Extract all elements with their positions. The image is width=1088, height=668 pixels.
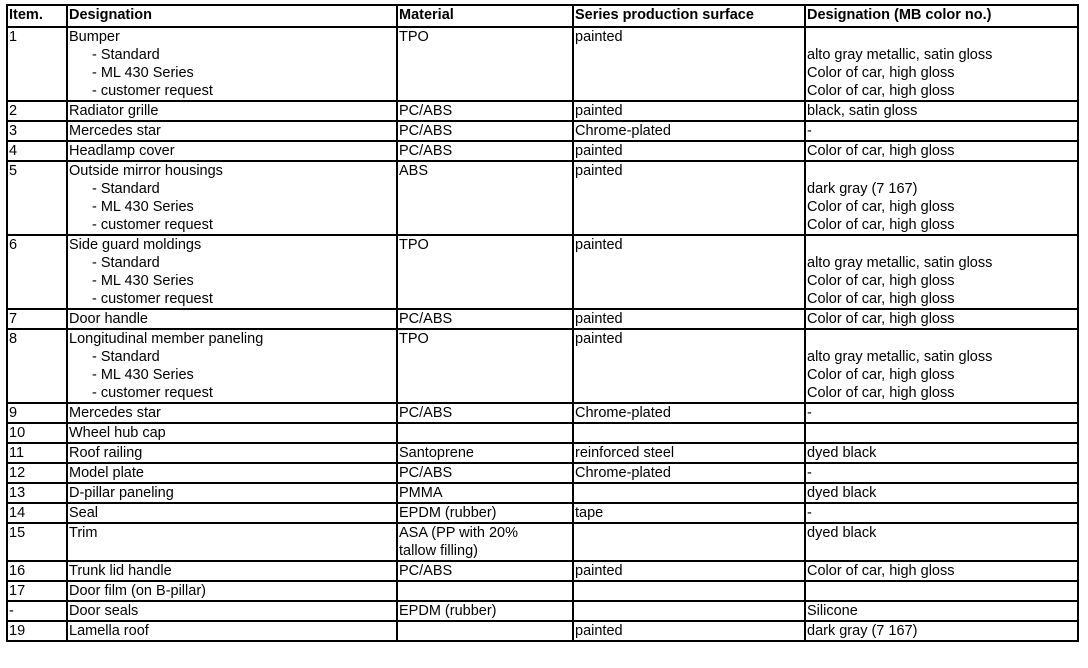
cell-material: [397, 121, 573, 141]
cell-item: [7, 523, 67, 561]
cell-color: [805, 621, 1078, 641]
cell-item: [7, 601, 67, 621]
item-number: 5: [9, 163, 18, 179]
cell-color: [805, 483, 1078, 503]
cell-item: [7, 121, 67, 141]
color-line: Color of car, high gloss: [807, 273, 955, 289]
surface-line: [575, 602, 804, 620]
cell-surface: [573, 423, 805, 443]
designation-line: Bumper: [69, 29, 120, 45]
parts-table: [6, 4, 1079, 642]
designation-line: Trim: [69, 525, 98, 541]
surface-line: reinforced steel: [575, 445, 675, 461]
material-line: Santoprene: [399, 445, 474, 461]
item-number: -: [9, 603, 14, 619]
item-number: 15: [9, 525, 26, 541]
table-row: [7, 141, 1078, 161]
cell-designation: [67, 27, 397, 101]
cell-item: [7, 561, 67, 581]
table-row: [7, 503, 1078, 523]
surface-line: painted: [575, 143, 623, 159]
cell-designation: [67, 503, 397, 523]
header-color: Designation (MB color no.): [805, 5, 1078, 27]
cell-designation: [67, 101, 397, 121]
surface-line: painted: [575, 163, 623, 179]
color-line: Color of car, high gloss: [807, 65, 955, 81]
material-line: PC/ABS: [399, 465, 453, 481]
cell-color: [805, 601, 1078, 621]
header-material: Material: [397, 5, 573, 27]
cell-surface: [573, 161, 805, 235]
color-line: Color of car, high gloss: [807, 385, 955, 401]
designation-line: - ML 430 Series: [92, 367, 194, 383]
cell-designation: [67, 581, 397, 601]
table-header: [7, 5, 1078, 27]
cell-surface: [573, 329, 805, 403]
cell-item: [7, 309, 67, 329]
item-number: 13: [9, 485, 26, 501]
color-line: [807, 162, 1077, 180]
item-number: 1: [9, 29, 18, 45]
cell-color: [805, 463, 1078, 483]
cell-surface: [573, 483, 805, 503]
cell-material: [397, 621, 573, 641]
cell-material: [397, 329, 573, 403]
surface-line: painted: [575, 563, 623, 579]
table-row: [7, 403, 1078, 423]
color-line: alto gray metallic, satin gloss: [807, 47, 993, 63]
cell-color: [805, 329, 1078, 403]
cell-material: [397, 403, 573, 423]
cell-designation: [67, 523, 397, 561]
color-line: Color of car, high gloss: [807, 199, 955, 215]
material-line: ASA (PP with 20%: [399, 525, 519, 541]
cell-color: [805, 403, 1078, 423]
surface-line: painted: [575, 623, 623, 639]
cell-color: [805, 443, 1078, 463]
item-number: 14: [9, 505, 26, 521]
cell-material: [397, 27, 573, 101]
cell-surface: [573, 503, 805, 523]
designation-line: - ML 430 Series: [92, 273, 194, 289]
material-line: EPDM (rubber): [399, 603, 497, 619]
cell-designation: [67, 423, 397, 443]
table-row: [7, 463, 1078, 483]
designation-line: Radiator grille: [69, 103, 159, 119]
color-line: alto gray metallic, satin gloss: [807, 349, 993, 365]
cell-surface: [573, 443, 805, 463]
color-line: Color of car, high gloss: [807, 311, 955, 327]
color-line: [807, 330, 1077, 348]
designation-line: - customer request: [92, 83, 213, 99]
surface-line: painted: [575, 29, 623, 45]
surface-line: painted: [575, 237, 623, 253]
surface-line: [575, 484, 804, 502]
color-line: Silicone: [807, 603, 858, 619]
material-line: [399, 622, 572, 640]
cell-designation: [67, 329, 397, 403]
cell-color: [805, 423, 1078, 443]
item-number: 16: [9, 563, 26, 579]
surface-line: painted: [575, 103, 623, 119]
color-line: Color of car, high gloss: [807, 143, 955, 159]
surface-line: [575, 524, 804, 542]
table-row: [7, 483, 1078, 503]
cell-item: [7, 329, 67, 403]
color-line: -: [807, 465, 812, 481]
cell-item: [7, 463, 67, 483]
cell-material: [397, 581, 573, 601]
cell-material: [397, 101, 573, 121]
cell-item: [7, 161, 67, 235]
cell-item: [7, 503, 67, 523]
cell-surface: [573, 121, 805, 141]
table-row: [7, 601, 1078, 621]
cell-material: [397, 161, 573, 235]
color-line: Color of car, high gloss: [807, 83, 955, 99]
cell-designation: [67, 621, 397, 641]
cell-surface: [573, 309, 805, 329]
cell-surface: [573, 463, 805, 483]
cell-item: [7, 483, 67, 503]
surface-line: painted: [575, 331, 623, 347]
designation-line: - Standard: [92, 255, 160, 271]
cell-surface: [573, 27, 805, 101]
cell-item: [7, 101, 67, 121]
designation-line: Headlamp cover: [69, 143, 175, 159]
cell-item: [7, 27, 67, 101]
designation-line: - customer request: [92, 217, 213, 233]
color-line: Color of car, high gloss: [807, 291, 955, 307]
table-row: [7, 581, 1078, 601]
designation-line: - Standard: [92, 181, 160, 197]
color-line: dyed black: [807, 485, 877, 501]
cell-designation: [67, 403, 397, 423]
color-line: alto gray metallic, satin gloss: [807, 255, 993, 271]
surface-line: painted: [575, 311, 623, 327]
designation-line: - ML 430 Series: [92, 65, 194, 81]
cell-designation: [67, 121, 397, 141]
cell-item: [7, 235, 67, 309]
designation-line: Wheel hub cap: [69, 425, 166, 441]
material-line: PC/ABS: [399, 311, 453, 327]
material-line: TPO: [399, 29, 429, 45]
cell-item: [7, 621, 67, 641]
cell-color: [805, 523, 1078, 561]
designation-line: D-pillar paneling: [69, 485, 174, 501]
cell-material: [397, 601, 573, 621]
cell-designation: [67, 601, 397, 621]
color-line: dark gray (7 167): [807, 181, 918, 197]
color-line: [807, 28, 1077, 46]
cell-color: [805, 581, 1078, 601]
cell-color: [805, 121, 1078, 141]
surface-line: [575, 582, 804, 600]
table-body: [7, 27, 1078, 641]
cell-surface: [573, 601, 805, 621]
cell-item: [7, 403, 67, 423]
cell-color: [805, 141, 1078, 161]
table-row: [7, 443, 1078, 463]
color-line: dyed black: [807, 445, 877, 461]
color-line: Color of car, high gloss: [807, 217, 955, 233]
cell-material: [397, 235, 573, 309]
table-row: [7, 561, 1078, 581]
cell-material: [397, 423, 573, 443]
table-row: [7, 101, 1078, 121]
material-line: PC/ABS: [399, 563, 453, 579]
item-number: 11: [9, 445, 25, 461]
material-line: [399, 424, 572, 442]
header-designation: Designation: [67, 5, 397, 27]
designation-line: Model plate: [69, 465, 144, 481]
cell-designation: [67, 235, 397, 309]
cell-designation: [67, 443, 397, 463]
cell-surface: [573, 581, 805, 601]
surface-line: Chrome-plated: [575, 465, 671, 481]
cell-color: [805, 561, 1078, 581]
cell-color: [805, 27, 1078, 101]
cell-designation: [67, 161, 397, 235]
cell-color: [805, 161, 1078, 235]
color-line: -: [807, 405, 812, 421]
cell-color: [805, 235, 1078, 309]
cell-material: [397, 141, 573, 161]
designation-line: - customer request: [92, 291, 213, 307]
cell-material: [397, 561, 573, 581]
cell-designation: [67, 309, 397, 329]
designation-line: - Standard: [92, 47, 160, 63]
cell-material: [397, 463, 573, 483]
cell-item: [7, 423, 67, 443]
designation-line: Side guard moldings: [69, 237, 202, 253]
color-line: [807, 582, 1077, 600]
cell-surface: [573, 621, 805, 641]
color-line: -: [807, 505, 812, 521]
header-item: Item.: [7, 5, 67, 27]
color-line: black, satin gloss: [807, 103, 918, 119]
material-line: TPO: [399, 237, 429, 253]
designation-line: Lamella roof: [69, 623, 149, 639]
item-number: 2: [9, 103, 18, 119]
cell-surface: [573, 101, 805, 121]
surface-line: [575, 424, 804, 442]
designation-line: Longitudinal member paneling: [69, 331, 264, 347]
table-row: [7, 309, 1078, 329]
item-number: 3: [9, 123, 18, 139]
material-line: ABS: [399, 163, 429, 179]
designation-line: Door seals: [69, 603, 139, 619]
material-line: PC/ABS: [399, 143, 453, 159]
color-line: Color of car, high gloss: [807, 563, 955, 579]
cell-material: [397, 309, 573, 329]
cell-color: [805, 503, 1078, 523]
item-number: 12: [9, 465, 26, 481]
material-line: tallow filling): [399, 543, 478, 559]
item-number: 17: [9, 583, 26, 599]
cell-surface: [573, 403, 805, 423]
table-row: [7, 621, 1078, 641]
table-row: [7, 121, 1078, 141]
designation-line: Seal: [69, 505, 99, 521]
header-surface: Series production surface: [573, 5, 805, 27]
material-line: PC/ABS: [399, 123, 453, 139]
cell-item: [7, 443, 67, 463]
cell-designation: [67, 463, 397, 483]
cell-color: [805, 309, 1078, 329]
table-row: [7, 27, 1078, 101]
item-number: 6: [9, 237, 18, 253]
header-row: [7, 5, 1078, 27]
designation-line: - Standard: [92, 349, 160, 365]
designation-line: Mercedes star: [69, 405, 161, 421]
table-row: [7, 161, 1078, 235]
cell-surface: [573, 561, 805, 581]
item-number: 9: [9, 405, 18, 421]
designation-line: Door film (on B-pillar): [69, 583, 206, 599]
designation-line: Outside mirror housings: [69, 163, 223, 179]
table-row: [7, 235, 1078, 309]
cell-material: [397, 503, 573, 523]
cell-material: [397, 443, 573, 463]
surface-line: tape: [575, 505, 604, 521]
designation-line: Roof railing: [69, 445, 143, 461]
cell-item: [7, 581, 67, 601]
color-line: -: [807, 123, 812, 139]
material-line: PMMA: [399, 485, 443, 501]
material-line: PC/ABS: [399, 103, 453, 119]
item-number: 19: [9, 623, 26, 639]
color-line: dark gray (7 167): [807, 623, 918, 639]
item-number: 8: [9, 331, 18, 347]
item-number: 7: [9, 311, 18, 327]
color-line: [807, 424, 1077, 442]
cell-designation: [67, 141, 397, 161]
surface-line: Chrome-plated: [575, 405, 671, 421]
designation-line: Trunk lid handle: [69, 563, 172, 579]
color-line: Color of car, high gloss: [807, 367, 955, 383]
cell-surface: [573, 141, 805, 161]
material-line: EPDM (rubber): [399, 505, 497, 521]
table-row: [7, 423, 1078, 443]
cell-material: [397, 483, 573, 503]
cell-designation: [67, 483, 397, 503]
cell-material: [397, 523, 573, 561]
cell-color: [805, 101, 1078, 121]
cell-item: [7, 141, 67, 161]
material-line: TPO: [399, 331, 429, 347]
color-line: dyed black: [807, 525, 877, 541]
material-line: PC/ABS: [399, 405, 453, 421]
designation-line: Mercedes star: [69, 123, 161, 139]
designation-line: - ML 430 Series: [92, 199, 194, 215]
surface-line: Chrome-plated: [575, 123, 671, 139]
color-line: [807, 236, 1077, 254]
item-number: 10: [9, 425, 26, 441]
table-row: [7, 329, 1078, 403]
designation-line: - customer request: [92, 385, 213, 401]
designation-line: Door handle: [69, 311, 148, 327]
table-row: [7, 523, 1078, 561]
cell-surface: [573, 523, 805, 561]
cell-surface: [573, 235, 805, 309]
item-number: 4: [9, 143, 18, 159]
material-line: [399, 582, 572, 600]
cell-designation: [67, 561, 397, 581]
